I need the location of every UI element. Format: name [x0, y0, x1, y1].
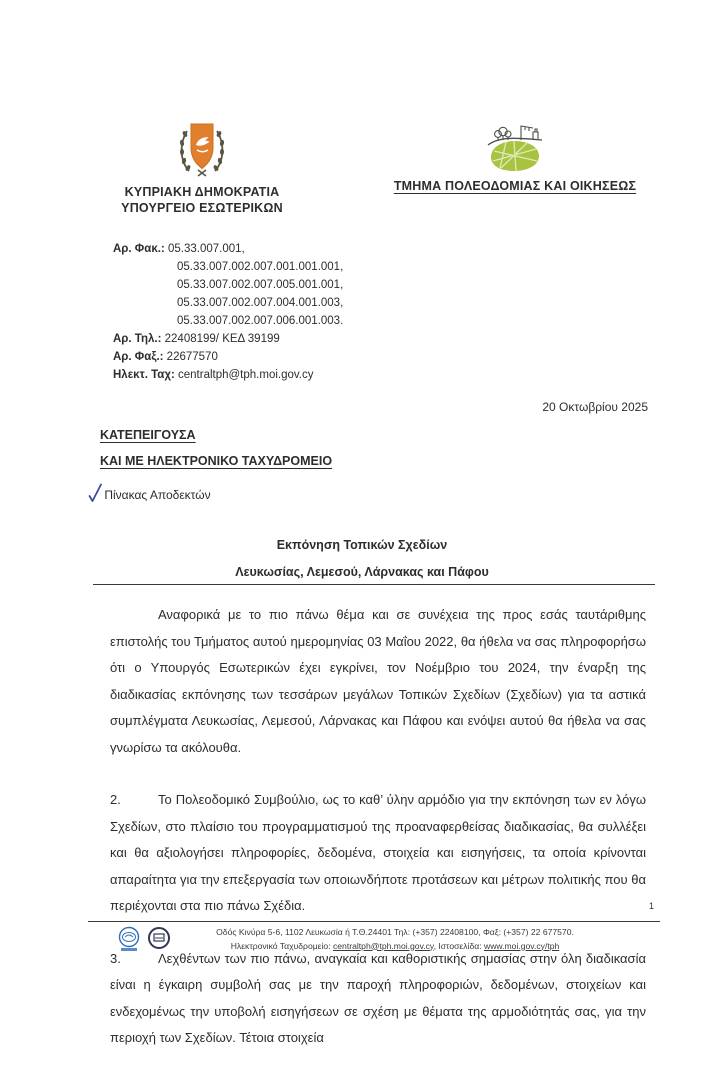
file-number-value: 05.33.007.002.007.004.001.003,	[177, 297, 344, 309]
email-label: Ηλεκτ. Ταχ:	[113, 369, 175, 381]
footer-links-line	[160, 940, 630, 954]
urgency-line2: ΚΑΙ ΜΕ ΗΛΕΚΤΡΟΝΙΚΟ ΤΑΧΥΔΡΟΜΕΙΟ	[100, 454, 333, 468]
file-number-line	[113, 240, 443, 258]
paragraph-text: Λεχθέντων των πιο πάνω, αναγκαία και καθοριστικής σημασίας στην όλη διαδικασία είναι η έγκαιρη συμβολή σας με την παροχή πληροφοριών, δεδομένων, στοιχείων και ενδεχομένως την υποβολή εισηγήσεων σε σχέση με θέματα της αρμοδιότητάς σας, για την περιοχή των Σχεδίων. Τέτοια στοιχεία	[110, 950, 646, 1045]
letter-body	[110, 602, 646, 1078]
handwritten-check-icon	[88, 483, 103, 503]
footer-email-link: centraltph@tph.moi.gov.cy	[332, 940, 434, 951]
town-planning-dept-logo-icon	[486, 122, 544, 174]
paragraph-1	[110, 602, 646, 761]
urgency-block	[100, 422, 332, 474]
republic-header	[92, 118, 312, 216]
paragraph-text: Αναφορικά με το πιο πάνω θέμα και σε συνέχεια της προς εσάς ταυτάριθμης επιστολής του Τμήματος αυτού ημερομηνίας 03 Μαΐου 2022, θα ήθελα να σας πληροφορήσω ότι ο Υπουργός Εσωτερικών έχει εγκρίνει, τον Νοέμβριο του 2024, την έναρξη της διαδικασίας εκπόνησης των τεσσάρων μεγάλων Τοπικών Σχεδίων (Σχεδίων) για τα αστικά συμπλέγματα Λευκωσίας, Λεμεσού, Λάρνακας και Πάφου και ενόψει αυτού θα ήθελα να σας γνωρίσω τα ακόλουθα.	[110, 607, 646, 755]
footer-contact-block	[160, 926, 630, 953]
subject-line1: Εκπόνηση Τοπικών Σχεδίων	[276, 538, 448, 552]
republic-name: ΚΥΠΡΙΑΚΗ ΔΗΜΟΚΡΑΤΙΑ	[124, 185, 280, 199]
file-number-value: 05.33.007.002.007.006.001.003.	[177, 315, 344, 327]
footer-website-link: www.moi.gov.cy/tph	[483, 940, 560, 951]
subject-divider	[93, 584, 655, 585]
footer-address-line: Οδός Κινύρα 5-6, 1102 Λευκωσία ή Τ.Θ.24401 Τηλ: (+357) 22408100, Φαξ: (+357) 22 677570.	[216, 927, 574, 937]
footer-divider	[88, 921, 660, 922]
cyprus-coat-of-arms-icon	[175, 118, 229, 180]
paragraph-number: 2.	[110, 792, 121, 807]
file-number-value: 05.33.007.001,	[167, 243, 245, 255]
ministry-name: ΥΠΟΥΡΓΕΙΟ ΕΣΩΤΕΡΙΚΩΝ	[121, 201, 283, 215]
footer-email-label: Ηλεκτρονικό Ταχυδρομείο:	[230, 940, 333, 951]
fax-value: 22677570	[166, 351, 218, 363]
paragraph-text: Το Πολεοδομικό Συμβούλιο, ως το καθ’ ύλην αρμόδιο για την εκπόνηση των εν λόγω Σχεδίων, στο πλαίσιο του προγραμματισμού της προαναφερθείσας διαδικασίας, θα συλλέξει και θα αξιολογήσει πληροφορίες, δεδομένα, στοιχεία και εισηγήσεις, τα οποία κρίνονται απαραίτητα για την επεξεργασία των οποιωνδήποτε προτάσεων και μέτρων πολιτικής που θα περιέχονται στα πιο πάνω Σχέδια.	[110, 792, 646, 913]
footer-website-label: , Ιστοσελίδα:	[433, 940, 484, 951]
paragraph-3	[110, 946, 646, 1052]
file-number-label: Αρ. Φακ.:	[113, 243, 165, 255]
recipient-line	[88, 483, 211, 503]
email-line	[113, 366, 443, 384]
letter-date: 20 Οκτωβρίου 2025	[542, 400, 648, 414]
fax-label: Αρ. Φαξ.:	[113, 351, 164, 363]
email-value: centraltph@tph.moi.gov.cy	[178, 369, 314, 381]
certification-badge-blue-icon	[117, 926, 141, 952]
subject-line2: Λευκωσίας, Λεμεσού, Λάρνακας και Πάφου	[235, 565, 489, 579]
telephone-line	[113, 330, 443, 348]
file-number-value: 05.33.007.002.007.005.001.001,	[177, 279, 344, 291]
paragraph-number: 3.	[110, 950, 121, 966]
paragraph-2	[110, 787, 646, 920]
department-name: ΤΜΗΜΑ ΠΟΛΕΟΔΟΜΙΑΣ ΚΑΙ ΟΙΚΗΣΕΩΣ	[393, 179, 637, 193]
file-number-value: 05.33.007.002.007.001.001.001,	[177, 261, 344, 273]
telephone-value: 22408199/ ΚΕΔ 39199	[164, 333, 280, 345]
recipient-label: Πίνακας Αποδεκτών	[104, 488, 211, 502]
reference-block	[113, 240, 443, 384]
page-number: 1	[648, 901, 654, 911]
department-header	[370, 122, 660, 194]
telephone-label: Αρ. Τηλ.:	[113, 333, 162, 345]
fax-line	[113, 348, 443, 366]
subject-heading	[0, 532, 724, 586]
urgency-line1: ΚΑΤΕΠΕΙΓΟΥΣΑ	[100, 428, 196, 442]
